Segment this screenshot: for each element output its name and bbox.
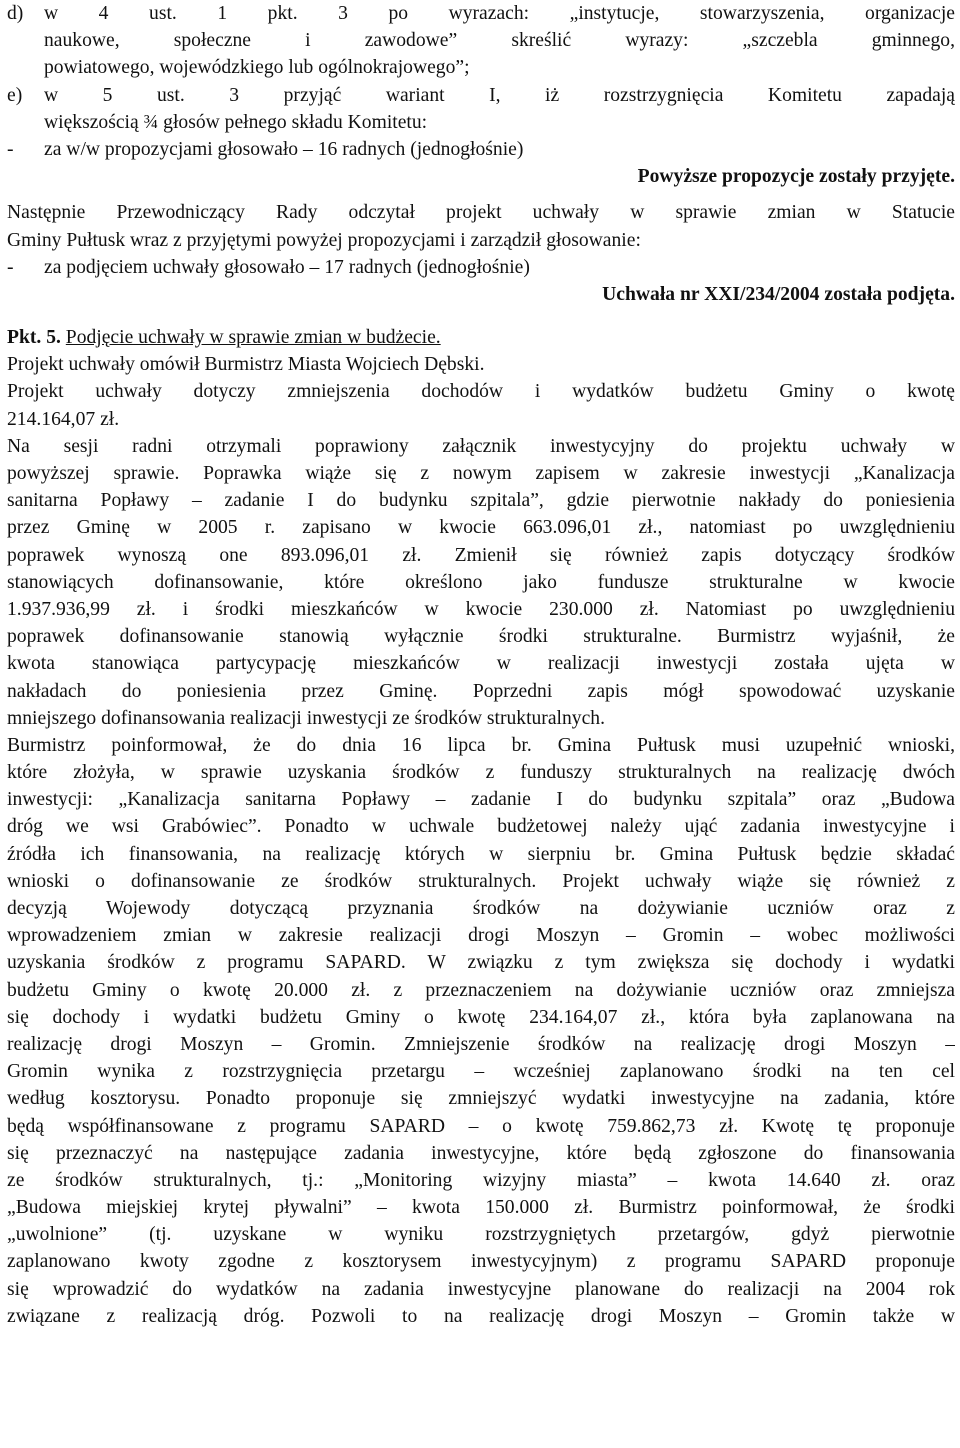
body-line: realizację drogi Moszyn – Gromin. Zmniejszenie środków na realizację drogi Moszyn – (7, 1033, 955, 1055)
body-line: poprawek dofinansowanie stanowią wyłącznie środki strukturalne. Burmistrz wyjaśnił, że (7, 626, 955, 648)
vote-line-1 (7, 136, 955, 163)
list-item-e-line-2: większością ¾ głosów pełnego składu Komitetu: (44, 111, 428, 133)
spacer (7, 190, 955, 199)
body-line: kwota stanowiąca partycypację mieszkańców w realizacji inwestycji została ujęta w (7, 653, 955, 675)
body-line: Na sesji radni otrzymali poprawiony załącznik inwestycyjny do projektu uchwały w (7, 435, 955, 457)
body-line: 214.164,07 zł. (7, 408, 120, 430)
list-item-d-line-2: naukowe, społeczne i zawodowe” skreślić wyrazy: „szczebla gminnego, (44, 30, 955, 52)
body-line: inwestycji: „Kanalizacja sanitarna Popławy – zadanie I do budynku szpitala” oraz „Budowa (7, 789, 955, 811)
section-number: Pkt. 5. (7, 327, 61, 349)
body-line: Projekt uchwały dotyczy zmniejszenia dochodów i wydatków budżetu Gminy o kwotę (7, 381, 955, 403)
body-text (7, 351, 955, 1330)
body-line: związane z realizacją dróg. Pozwoli to na realizację drogi Moszyn – Gromin także w (7, 1305, 955, 1327)
body-line: „Budowa miejskiej krytej pływalni” – kwota 150.000 zł. Burmistrz poinformował, że środki (7, 1197, 955, 1219)
list-item-text: w 5 ust. 3 przyjąć wariant I, iż rozstrzygnięcia Komitetu zapadają (44, 84, 955, 106)
body-line: uzyskania środków z programu SAPARD. W związku z tym zwiększa się dochody i wydatki (7, 952, 955, 974)
body-line: ze środków strukturalnych, tj.: „Monitoring wizyjny miasta” – kwota 14.640 zł. oraz (7, 1169, 955, 1191)
body-line: Gromin wynika z rozstrzygnięcia przetargu – wcześniej zaplanowano środki na ten cel (7, 1061, 955, 1083)
section-heading (7, 324, 955, 351)
body-line: przez Gminę w 2005 r. zapisano w kwocie 663.096,01 zł., natomiast po uwzględnieniu (7, 517, 955, 539)
list-marker-e: e) (7, 84, 23, 106)
list-item-d-line-3: powiatowego, wojewódzkiego lub ogólnokrajowego”; (44, 57, 470, 79)
body-line: zaplanowano kwoty zgodne z kosztorysem inwestycyjnym) z programu SAPARD proponuje (7, 1251, 955, 1273)
body-line: stanowiących dofinansowanie, które określono jako fundusze strukturalne w kwocie (7, 571, 955, 593)
body-line: 1.937.936,99 zł. i środki mieszkańców w kwocie 230.000 zł. Natomiast po uwzględnieniu (7, 598, 955, 620)
statute-para-line-1: Następnie Przewodniczący Rady odczytał projekt uchwały w sprawie zmian w Statucie (7, 202, 955, 224)
list-item-text: w 4 ust. 1 pkt. 3 po wyrazach: „instytucje, stowarzyszenia, organizacje (44, 3, 955, 24)
body-line: wnioski o dofinansowanie ze środków strukturalnych. Projekt uchwały wiąże się również z (7, 870, 955, 892)
statute-para-line-2: Gminy Pułtusk wraz z przyjętymi powyżej propozycjami i zarządził głosowanie: (7, 229, 641, 251)
vote-text: za w/w propozycjami głosowało – 16 radnych (jednogłośnie) (44, 138, 524, 160)
body-line: które złożyła, w sprawie uzyskania środków z funduszy strukturalnych na realizację dwóch (7, 762, 955, 784)
body-line: Burmistrz poinformował, że do dnia 16 lipca br. Gmina Pułtusk musi uzupełnić wnioski, (7, 734, 955, 756)
body-line: się wprowadzić do wydatków na zadania inwestycyjne planowane do realizacji na 2004 rok (7, 1278, 955, 1300)
vote-text: za podjęciem uchwały głosowało – 17 radnych (jednogłośnie) (44, 256, 530, 278)
body-line: poprawek wynoszą one 893.096,01 zł. Zmienił się również zapis dotyczący środków (7, 544, 955, 566)
document-page (7, 0, 955, 1330)
vote-result-1: Powyższe propozycje zostały przyjęte. (637, 166, 955, 188)
body-line: decyzją Wojewody dotyczącą przyznania środków na dożywianie uczniów oraz z (7, 898, 955, 919)
vote-line-2 (7, 254, 955, 281)
body-line: „uwolnione” (tj. uzyskane w wyniku rozstrzygniętych przetargów, gdyż pierwotnie (7, 1224, 955, 1246)
list-item-e (7, 82, 955, 136)
body-line: będą współfinansowane z programu SAPARD – o kwotę 759.862,73 zł. Kwotę tę proponuje (7, 1115, 955, 1137)
list-marker-d: d) (7, 3, 24, 24)
body-line: się dochody i wydatki budżetu Gminy o kwotę 234.164,07 zł., która była zaplanowana na (7, 1006, 955, 1028)
vote-result-2: Uchwała nr XXI/234/2004 została podjęta. (602, 283, 955, 305)
dash-marker: - (7, 256, 14, 278)
list-item-d-line-1 (7, 0, 955, 27)
body-line: dróg we wsi Grabówiec”. Ponadto w uchwale budżetowej należy ująć zadania inwestycyjne i (7, 816, 955, 838)
dash-marker: - (7, 138, 14, 160)
body-line: źródła ich finansowania, na realizację których w sierpniu br. Gmina Pułtusk będzie składać (7, 843, 955, 865)
list-item-d (7, 0, 955, 82)
body-line: nakładach do poniesienia przez Gminę. Poprzedni zapis mógł spowodować uzyskanie (7, 680, 955, 702)
body-line: mniejszego dofinansowania realizacji inwestycji ze środków strukturalnych. (7, 707, 605, 729)
body-line: Projekt uchwały omówił Burmistrz Miasta Wojciech Dębski. (7, 354, 485, 376)
list-item-e-line-1 (7, 82, 955, 109)
body-line: sanitarna Popławy – zadanie I do budynku szpitala”, gdzie pierwotnie nakłady do poniesienia (7, 490, 955, 512)
body-line: wprowadzeniem zmian w zakresie realizacji drogi Moszyn – Gromin – wobec możliwości (7, 925, 955, 947)
spacer (7, 308, 955, 324)
body-line: budżetu Gminy o kwotę 20.000 zł. z przeznaczeniem na dożywianie uczniów oraz zmniejsza (7, 979, 955, 1001)
body-line: się przeznaczyć na następujące zadania inwestycyjne, które będą zgłoszone do finansowania (7, 1142, 955, 1164)
body-line: według kosztorysu. Ponadto proponuje się zmniejszyć wydatki inwestycyjne na zadania, które (7, 1088, 955, 1110)
body-line: powyższej sprawie. Poprawka wiąże się z nowym zapisem w zakresie inwestycji „Kanalizacja (7, 463, 955, 484)
section-title: Podjęcie uchwały w sprawie zmian w budżecie. (65, 327, 441, 349)
